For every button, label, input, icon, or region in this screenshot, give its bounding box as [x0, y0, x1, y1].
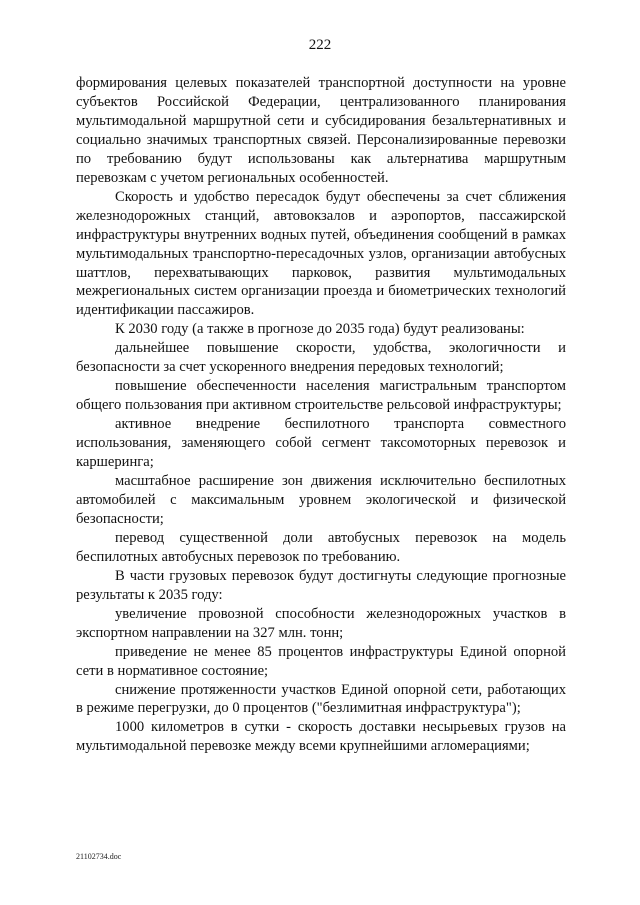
file-name-footer: 21102734.doc — [76, 852, 122, 861]
list-item: повышение обеспеченности населения магистральным транспортом общего пользования при активном строительстве рельсовой инфраструктуры; — [76, 378, 566, 414]
paragraph: формирования целевых показателей транспортной доступности на уровне субъектов Российской Федерации, централизованного планирования мультимодальной маршрутной сети и субсидирования безальтернативных и социально значимых транспортных связей. Персонализированные перевозки по требованию будут использованы как альтернатива маршрутным перевозкам с учетом региональных особенностей. — [76, 75, 566, 186]
list-item: приведение не менее 85 процентов инфраструктуры Единой опорной сети в нормативное состояние; — [76, 643, 566, 679]
document-body — [76, 74, 566, 756]
list-item: масштабное расширение зон движения исключительно беспилотных автомобилей с максимальным уровнем экологической и физической безопасности; — [76, 473, 566, 527]
paragraph: Скорость и удобство пересадок будут обеспечены за счет сближения железнодорожных станций, автовокзалов и аэропортов, пассажирской инфраструктуры внутренних водных путей, объединения сообщений в рамках мультимодальных транспортно-пересадочных узлов, организации автобусных шаттлов, перехватывающих парковок, развития мультимодальных межрегиональных систем организации проезда и биометрических технологий идентификации пассажиров. — [76, 188, 566, 319]
paragraph: В части грузовых перевозок будут достигнуты следующие прогнозные результаты к 2035 году: — [76, 567, 566, 603]
list-item: перевод существенной доли автобусных перевозок на модель беспилотных автобусных перевозок по требованию. — [76, 529, 566, 565]
list-item: снижение протяженности участков Единой опорной сети, работающих в режиме перегрузки, до 0 процентов ("безлимитная инфраструктура"); — [76, 681, 566, 717]
page-number: 222 — [308, 37, 332, 53]
paragraph: К 2030 году (а также в прогнозе до 2035 года) будут реализованы: — [115, 321, 525, 338]
list-item: дальнейшее повышение скорости, удобства, экологичности и безопасности за счет ускоренного внедрения передовых технологий; — [76, 340, 566, 376]
list-item: активное внедрение беспилотного транспорта совместного использования, заменяющего собой сегмент таксомоторных перевозок и каршеринга; — [76, 416, 566, 471]
list-item: 1000 километров в сутки - скорость доставки несырьевых грузов на мультимодальной перевозке между всеми крупнейшими агломерациями; — [76, 719, 566, 755]
list-item: увеличение провозной способности железнодорожных участков в экспортном направлении на 327 млн. тонн; — [76, 605, 566, 641]
